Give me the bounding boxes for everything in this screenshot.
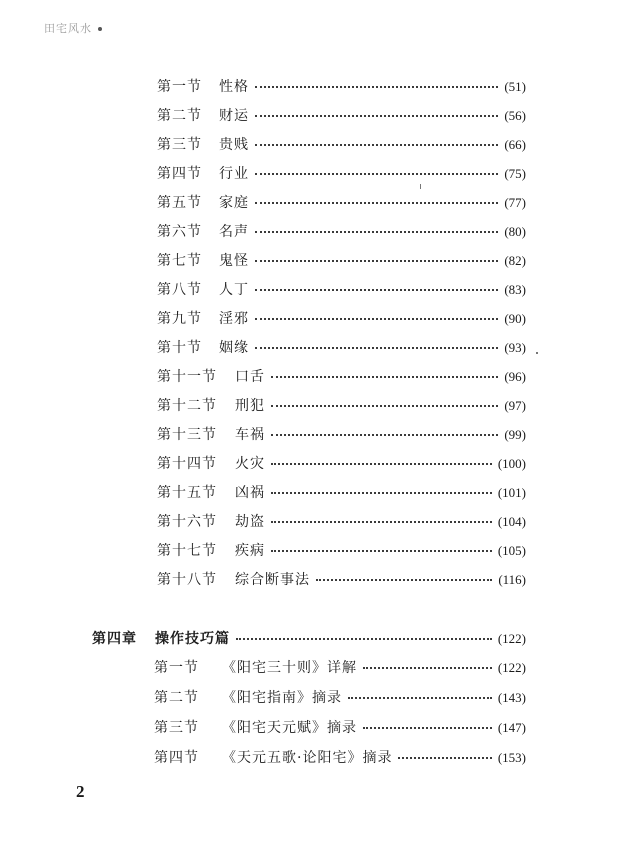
dot-leader: [236, 638, 492, 640]
section-page: (51): [504, 79, 526, 94]
toc-row[interactable]: [157, 250, 526, 272]
section-title: 《阳宅天元赋》摘录: [222, 720, 357, 736]
section-page: (153): [497, 750, 526, 765]
section-page: (90): [504, 311, 526, 326]
section-number: 第五节: [157, 195, 202, 211]
section-number: 第十七节: [157, 543, 217, 559]
section-number: 第三节: [154, 720, 199, 736]
toc-row[interactable]: [157, 424, 526, 446]
section-title: 《阳宅三十则》详解: [222, 660, 357, 676]
section-number: 第二节: [157, 108, 202, 124]
section-title: 劫盗: [235, 514, 265, 530]
toc-row[interactable]: [157, 308, 526, 330]
toc-row[interactable]: [157, 134, 526, 156]
section-title: 车祸: [235, 427, 265, 443]
toc-row[interactable]: [157, 511, 526, 533]
section-page: (82): [504, 253, 526, 268]
toc-row[interactable]: [154, 687, 526, 709]
section-number: 第二节: [154, 690, 199, 706]
section-number: 第六节: [157, 224, 202, 240]
section-title: 凶祸: [235, 485, 265, 501]
toc-row[interactable]: [157, 163, 526, 185]
section-number: 第十节: [157, 340, 202, 356]
dot-leader: [255, 86, 498, 88]
section-page: (104): [497, 514, 526, 529]
section-title: 口舌: [235, 369, 265, 385]
section-title: 行业: [219, 166, 249, 182]
section-title: 《天元五歌·论阳宅》摘录: [222, 750, 393, 766]
section-page: (93): [504, 340, 526, 355]
dot-leader: [271, 405, 498, 407]
chapter-title: 操作技巧篇: [155, 631, 230, 647]
section-page: (83): [504, 282, 526, 297]
dot-leader: [255, 202, 498, 204]
dot-leader: [255, 144, 498, 146]
section-title: 贵贱: [219, 137, 249, 153]
toc-row[interactable]: [157, 569, 526, 591]
section-number: 第四节: [154, 750, 199, 766]
section-title: 刑犯: [235, 398, 265, 414]
toc-row[interactable]: [154, 747, 526, 769]
running-head-text: 田宅风水: [44, 22, 92, 35]
section-title: 综合断事法: [235, 572, 310, 588]
toc-row[interactable]: [157, 192, 526, 214]
dot-leader: [271, 376, 498, 378]
section-title: 姻缘: [219, 340, 249, 356]
section-page: (66): [504, 137, 526, 152]
toc-row[interactable]: [157, 105, 526, 127]
section-title: 火灾: [235, 456, 265, 472]
section-page: (105): [497, 543, 526, 558]
dot-leader: [255, 231, 498, 233]
toc-row[interactable]: [157, 395, 526, 417]
dot-leader: [271, 521, 492, 523]
section-page: (122): [497, 660, 526, 675]
section-page: (77): [504, 195, 526, 210]
section-page: (80): [504, 224, 526, 239]
running-head: [44, 20, 102, 36]
toc-row[interactable]: [157, 279, 526, 301]
toc-row[interactable]: [154, 717, 526, 739]
dot-leader: [255, 347, 498, 349]
section-number: 第三节: [157, 137, 202, 153]
section-number: 第九节: [157, 311, 202, 327]
toc-row[interactable]: [157, 366, 526, 388]
dot-leader: [271, 434, 498, 436]
section-number: 第十一节: [157, 369, 217, 385]
section-title: 性格: [219, 79, 249, 95]
section-number: 第十八节: [157, 572, 217, 588]
section-page: (56): [504, 108, 526, 123]
dot-leader: [255, 289, 498, 291]
toc-row[interactable]: [157, 76, 526, 98]
scan-speck: [420, 184, 421, 189]
dot-leader: [363, 667, 492, 669]
section-number: 第一节: [157, 79, 202, 95]
dot-leader: [255, 115, 498, 117]
section-page: (100): [497, 456, 526, 471]
section-page: (116): [498, 572, 526, 587]
section-title: 名声: [219, 224, 249, 240]
section-page: (99): [504, 427, 526, 442]
dot-leader: [271, 463, 492, 465]
toc-row[interactable]: [157, 482, 526, 504]
scan-speck: [536, 352, 538, 354]
page-number: 2: [76, 782, 85, 801]
ornament-dot-icon: [98, 27, 102, 31]
section-title: 家庭: [219, 195, 249, 211]
toc-row[interactable]: [157, 453, 526, 475]
section-number: 第十二节: [157, 398, 217, 414]
section-number: 第十三节: [157, 427, 217, 443]
dot-leader: [255, 173, 498, 175]
section-page: (97): [504, 398, 526, 413]
section-title: 淫邪: [219, 311, 249, 327]
toc-row[interactable]: [154, 657, 526, 679]
chapter-number: 第四章: [92, 631, 137, 647]
toc-row[interactable]: [157, 221, 526, 243]
section-page: (101): [497, 485, 526, 500]
section-number: 第十四节: [157, 456, 217, 472]
section-page: (147): [497, 720, 526, 735]
toc-chapter-4[interactable]: [92, 628, 526, 650]
toc-row[interactable]: [157, 540, 526, 562]
section-page: (96): [504, 369, 526, 384]
section-page: (75): [504, 166, 526, 181]
section-number: 第十六节: [157, 514, 217, 530]
chapter-page: (122): [497, 631, 526, 646]
dot-leader: [255, 260, 498, 262]
section-number: 第七节: [157, 253, 202, 269]
dot-leader: [271, 492, 492, 494]
section-title: 鬼怪: [219, 253, 249, 269]
dot-leader: [363, 727, 492, 729]
dot-leader: [316, 579, 492, 581]
dot-leader: [271, 550, 492, 552]
toc-row[interactable]: [157, 337, 526, 359]
section-title: 人丁: [219, 282, 249, 298]
section-title: 财运: [219, 108, 249, 124]
section-number: 第一节: [154, 660, 199, 676]
section-number: 第四节: [157, 166, 202, 182]
dot-leader: [398, 757, 492, 759]
section-title: 疾病: [235, 543, 265, 559]
dot-leader: [348, 697, 492, 699]
section-number: 第十五节: [157, 485, 217, 501]
section-page: (143): [497, 690, 526, 705]
section-number: 第八节: [157, 282, 202, 298]
section-title: 《阳宅指南》摘录: [222, 690, 342, 706]
dot-leader: [255, 318, 498, 320]
